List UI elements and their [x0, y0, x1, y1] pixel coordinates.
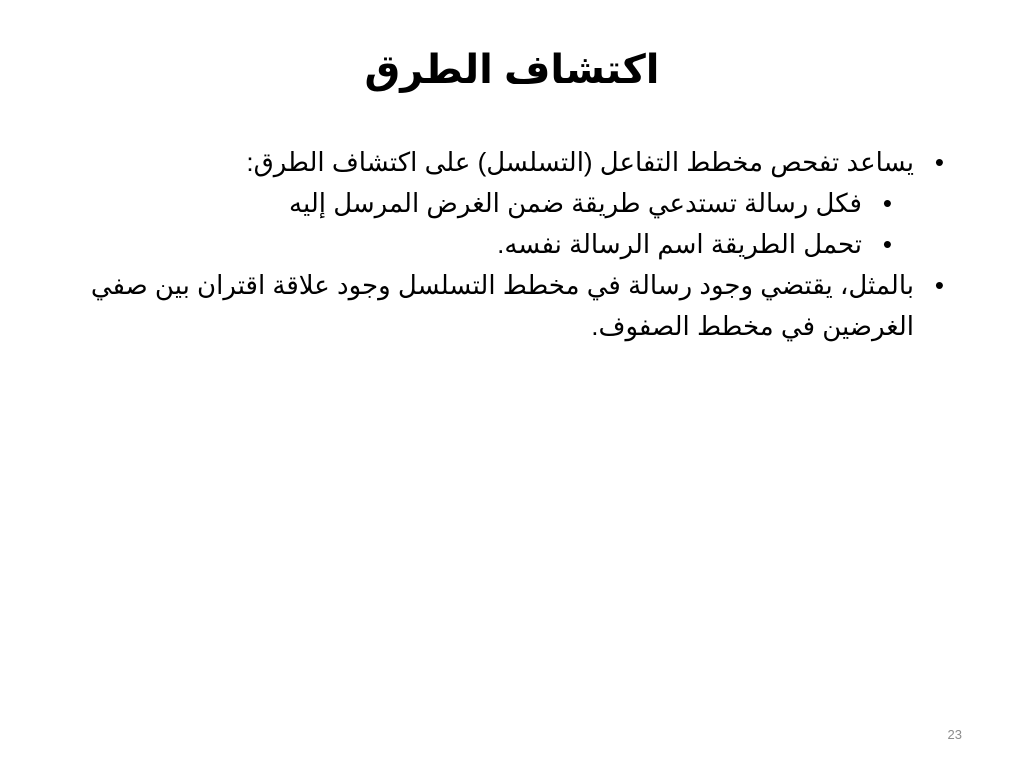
list-item-text: يساعد تفحص مخطط التفاعل (التسلسل) على اكتشاف الطرق: — [246, 147, 914, 177]
page-number: 23 — [947, 727, 962, 742]
list-item-text: فكل رسالة تستدعي طريقة ضمن الغرض المرسل إليه — [289, 188, 862, 218]
list-item-text: بالمثل، يقتضي وجود رسالة في مخطط التسلسل وجود علاقة اقتران بين صفي الغرضين في مخطط الصفوف. — [90, 270, 914, 341]
list-item — [72, 142, 944, 183]
bullet-icon: • — [934, 147, 944, 177]
list-item — [72, 224, 944, 265]
list-item — [72, 183, 944, 224]
bullet-icon: • — [882, 229, 892, 259]
bullet-icon: • — [934, 270, 944, 300]
bullet-list — [72, 142, 944, 347]
slide-title: اكتشاف الطرق — [364, 48, 660, 92]
slide-content — [72, 142, 944, 347]
bullet-icon: • — [882, 188, 892, 218]
list-item — [72, 265, 944, 347]
list-item-text: تحمل الطريقة اسم الرسالة نفسه. — [497, 229, 862, 259]
